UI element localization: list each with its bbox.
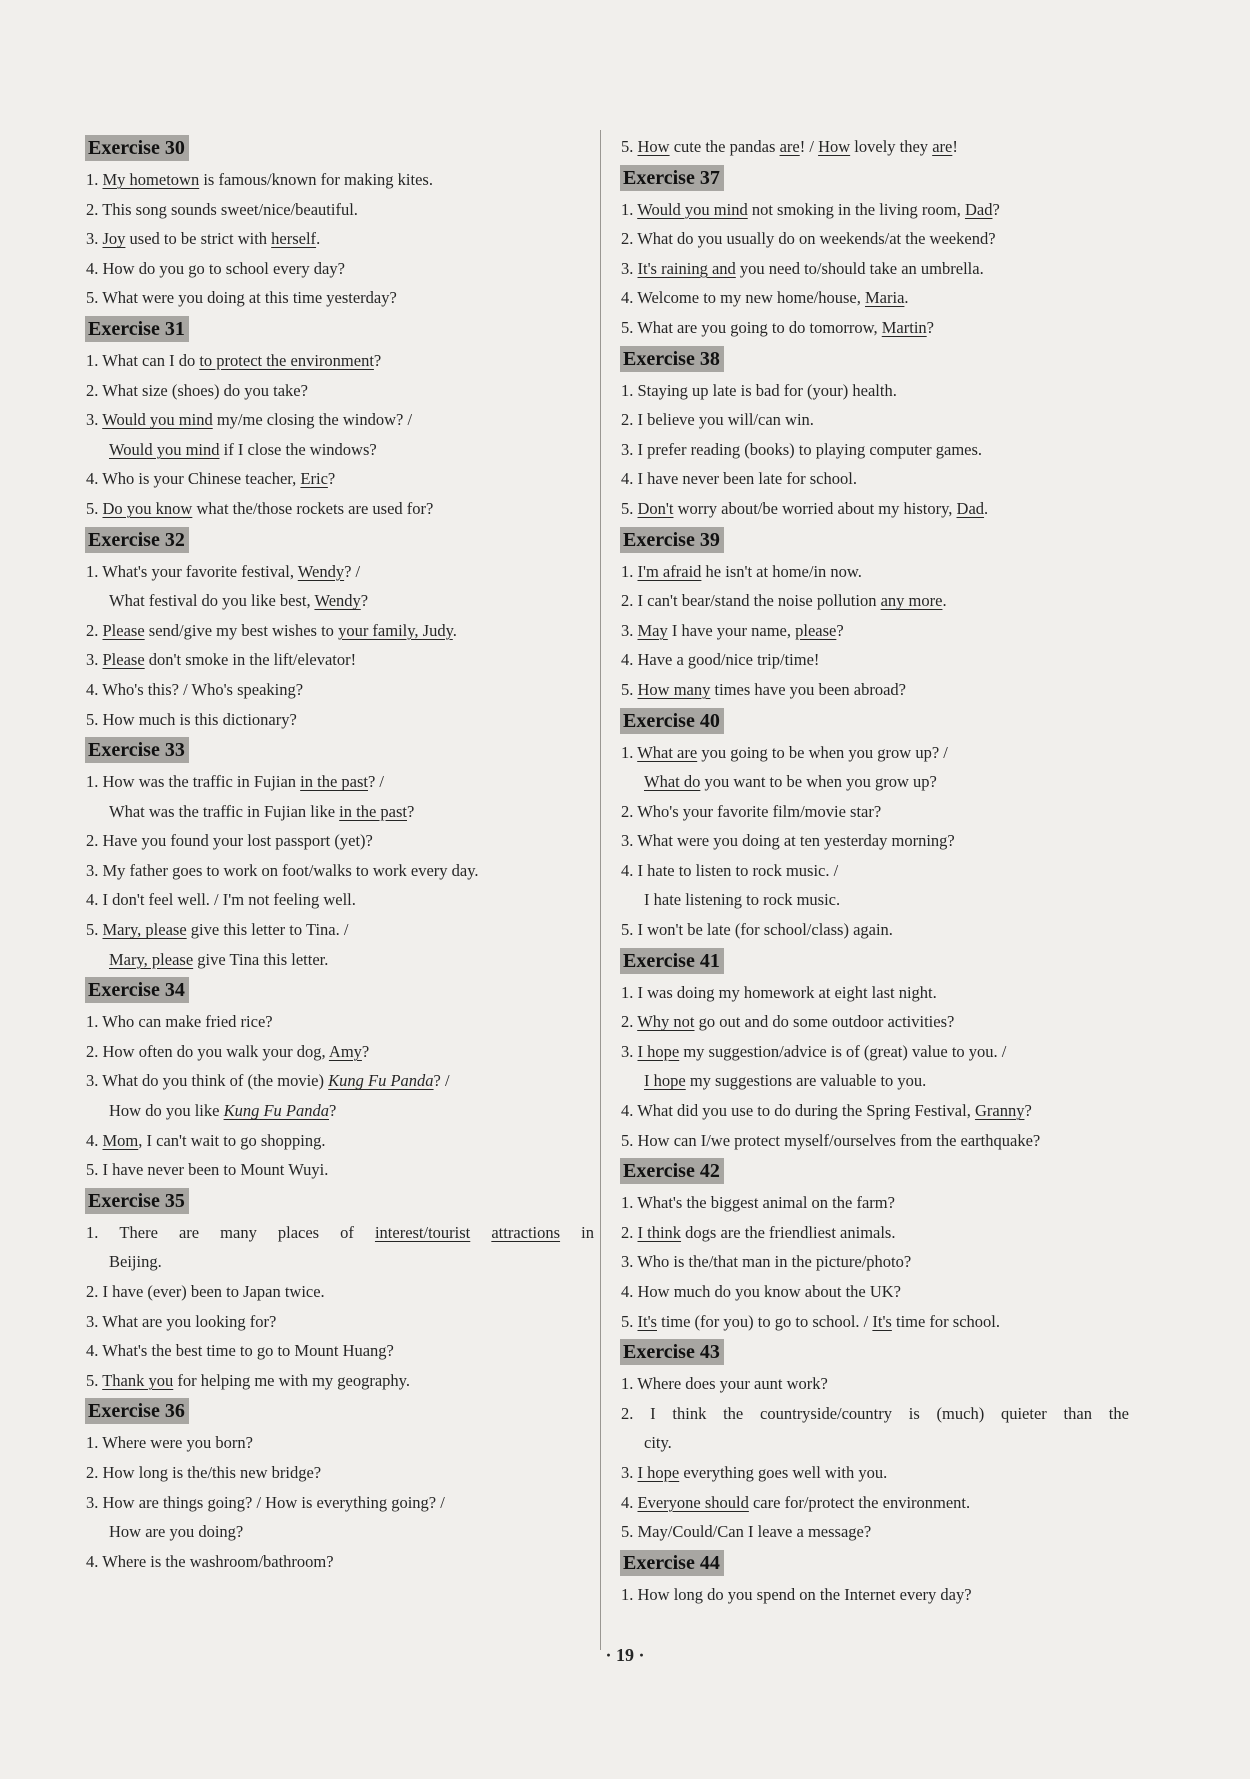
text-run: 1. [86,170,103,189]
text-run: 5. May/Could/Can I leave a message? [621,1522,872,1542]
underlined-answer: attractions [491,1222,561,1242]
underlined-answer: How [637,137,670,156]
underlined-answer: Wendy [297,561,345,581]
text-run: 5. What are you going to do tomorrow, [621,317,882,337]
underlined-answer: It's [872,1311,892,1331]
text-run: 5. [621,137,638,156]
text-run: 3. What do you think of (the movie) [86,1071,329,1091]
text-run: 3. My father goes to work on foot/walks to work every day. [86,860,479,880]
page-number: · 19 · [605,1645,645,1665]
text-run: not smoking in the living room, [747,199,965,219]
answer-line [621,1517,1133,1547]
underlined-answer: Wendy [314,591,361,611]
text-run: cute the pandas [669,137,780,156]
text-run: 3. [621,1462,638,1482]
text-run: give this letter to Tina. / [186,920,349,940]
exercise-heading: Exercise 32 [85,527,189,553]
underlined-answer: Dad [956,498,985,518]
answer-line-continued [86,1517,598,1547]
underlined-answer: How [818,137,851,156]
underlined-title: Kung Fu Panda [328,1071,434,1091]
underlined-answer: Don't [637,498,674,518]
underlined-answer: I hope [644,1071,686,1091]
text-run: . [942,591,947,611]
text-run: 5. How can I/we protect myself/ourselves from the earthquake? [621,1130,1041,1150]
text-run: 2. Who's your favorite film/movie star? [621,801,882,821]
underlined-title: Kung Fu Panda [223,1101,329,1121]
text-run: 4. Welcome to my new home/house, [621,288,865,308]
answer-line [621,1277,1133,1307]
exercise-heading: Exercise 40 [620,708,724,734]
exercise-heading: Exercise 35 [85,1188,189,1214]
text-run: 5. How much is this dictionary? [86,709,297,729]
answer-line [86,1488,598,1518]
underlined-answer: Thank you [102,1370,174,1390]
underlined-answer: I'm afraid [637,561,702,581]
underlined-answer: What are [637,742,698,762]
answer-line [621,1307,1133,1337]
text-run: 3. I prefer reading (books) to playing computer games. [621,439,983,459]
answer-line [86,885,598,915]
answer-line [621,376,1133,406]
underlined-answer: Would you mind [109,439,220,459]
answer-line-continued [621,1066,1133,1096]
text-run: ? [361,1041,370,1061]
text-run: my suggestions are valuable to you. [685,1071,927,1091]
exercise-heading: Exercise 39 [620,527,724,553]
text-run: 2. What do you usually do on weekends/at the weekend? [621,229,996,249]
answer-line [86,1547,598,1577]
underlined-answer: What do [644,772,701,792]
text-run: I [650,1403,656,1423]
exercise-heading: Exercise 44 [620,1550,724,1576]
answer-line [86,1428,598,1458]
text-run: many [220,1222,257,1242]
text-run: 1. Staying up late is bad for (your) health. [621,380,897,400]
text-run: 1. What's the biggest animal on the farm? [621,1193,895,1213]
answer-line [621,1580,1133,1610]
underlined-answer: are [932,137,953,156]
text-run: is [908,1403,920,1423]
answer-line [621,1188,1133,1218]
text-run: ? [373,350,382,370]
text-run: dogs are the friendliest animals. [681,1222,896,1242]
text-run: everything goes well with you. [679,1462,888,1482]
answer-line-continued [621,1428,1133,1458]
text-run: 5. [86,498,103,518]
text-run: ? / [344,561,361,581]
answer-line [621,915,1133,945]
underlined-answer: My hometown [102,170,200,189]
exercise-heading: Exercise 41 [620,948,724,974]
underlined-answer: It's raining and [637,258,736,278]
text-run: my/me closing the window? / [212,410,413,430]
answer-line [621,826,1133,856]
text-run: ? [360,591,369,611]
exercise-heading: Exercise 37 [620,165,724,191]
text-run: 5. [621,498,638,518]
text-run: 4. Who's this? / Who's speaking? [86,679,304,699]
text-run: time for school. [891,1311,1001,1331]
underlined-answer: Would you mind [102,410,213,430]
answer-line [86,856,598,886]
text-run: 1. [86,1222,99,1242]
left-column [86,132,598,1576]
answer-line [86,1066,598,1096]
underlined-answer: Mary, please [109,949,194,969]
text-run: the [723,1403,744,1423]
answer-line [621,464,1133,494]
text-run: 2. What size (shoes) do you take? [86,380,308,400]
answer-line [621,132,1133,162]
text-run: he isn't at home/in now. [701,561,862,581]
answer-line [621,254,1133,284]
text-run: ? [407,801,415,821]
underlined-answer: Martin [881,317,927,337]
text-run: 5. I won't be late (for school/class) again. [621,920,893,940]
text-run: 5. [86,1370,103,1390]
underlined-answer: I hope [637,1041,680,1061]
answer-line [621,557,1133,587]
text-run: than [1063,1403,1092,1423]
text-run: 4. I hate to listen to rock music. / [621,860,839,880]
text-run: send/give my best wishes to [144,620,339,640]
text-run: 4. Who is your Chinese teacher, [86,469,301,489]
text-run: 4. How much do you know about the UK? [621,1282,902,1301]
text-run: the [1108,1403,1129,1423]
answer-line [621,1096,1133,1126]
answer-line [86,557,598,587]
text-run: 2. [621,1403,634,1423]
text-run: 4. [621,1492,638,1512]
answer-line [86,254,598,284]
answer-line-continued [86,435,598,465]
answer-line [86,767,598,797]
text-run: you going to be when you grow up? / [697,742,948,762]
text-run: . [984,498,989,518]
underlined-answer: Please [102,650,145,670]
text-run: 3. What are you looking for? [86,1311,277,1331]
answer-line [86,224,598,254]
text-run: 4. What's the best time to go to Mount Huang? [86,1341,394,1361]
text-run: for helping me with my geography. [173,1370,410,1390]
text-run: . [452,620,457,640]
text-run: you need to/should take an umbrella. [735,258,984,278]
text-run: 5. [86,920,103,940]
text-run: 1. How was the traffic in Fujian [86,772,301,792]
text-run: ? [327,469,336,489]
answer-line [621,856,1133,886]
text-run: 1. How long do you spend on the Internet every day? [621,1584,972,1604]
text-run: How do you like [109,1101,224,1121]
text-run: 1. [621,199,638,219]
text-run: my suggestion/advice is of (great) value to you. / [679,1041,1007,1061]
answer-line [86,283,598,313]
underlined-answer: Granny [974,1101,1025,1121]
text-run: 1. I was doing my homework at eight last night. [621,982,937,1002]
text-run: , I can't wait to go shopping. [138,1130,326,1150]
text-run: are [178,1222,200,1242]
text-run: 3. [621,1041,638,1061]
text-run: 5. [621,679,638,699]
underlined-answer: Maria [865,288,905,308]
text-run: 1. Where were you born? [86,1433,253,1453]
text-run: I hate listening to rock music. [644,890,841,910]
answer-line [86,1155,598,1185]
answer-line [86,405,598,435]
answer-line [86,1277,598,1307]
text-run: . [316,229,321,249]
answer-line [621,978,1133,1008]
text-run: 3. How are things going? / How is everything going? / [86,1492,445,1512]
answer-line [86,675,598,705]
answer-line [86,1218,594,1248]
text-run: ? / [367,772,385,792]
answer-line [86,1037,598,1067]
text-run: 3. [621,620,638,640]
text-run: 1. Where does your aunt work? [621,1374,828,1394]
exercise-heading: Exercise 42 [620,1158,724,1184]
exercise-heading: Exercise 38 [620,346,724,372]
text-run: 3. [86,229,103,249]
answer-line [621,313,1133,343]
text-run: city. [644,1433,672,1453]
underlined-answer: are [779,137,800,156]
text-run: 2. I believe you will/can win. [621,410,814,430]
answer-line [86,1458,598,1488]
answer-line [86,195,598,225]
text-run: 1. What's your favorite festival, [86,561,298,581]
answer-line [621,494,1133,524]
text-run: 5. [621,1311,638,1331]
right-column [621,132,1133,1609]
text-run: quieter [1000,1403,1047,1423]
answer-line [621,283,1133,313]
text-run: ! / [799,137,819,156]
text-run: 4. Where is the washroom/bathroom? [86,1551,334,1571]
underlined-answer: to protect the environment [199,350,374,370]
exercise-heading: Exercise 30 [85,135,189,161]
answer-line-continued [86,1247,598,1277]
text-run: What festival do you like best, [109,591,315,611]
answer-line [86,494,598,524]
answer-line-continued [86,586,598,616]
exercise-heading: Exercise 36 [85,1398,189,1424]
text-run: ? [992,199,1000,219]
answer-line [621,1488,1133,1518]
answer-line [86,826,598,856]
underlined-answer: in the past [300,772,368,792]
answer-line [86,346,598,376]
text-run: How are you doing? [109,1522,244,1542]
text-run: (much) [936,1403,985,1423]
text-run: worry about/be worried about my history, [673,498,957,518]
answer-line [86,165,598,195]
answer-line [621,1007,1133,1037]
answer-line [86,464,598,494]
exercise-heading: Exercise 31 [85,316,189,342]
text-run: give Tina this letter. [193,949,329,969]
text-run: don't smoke in the lift/elevator! [144,650,357,670]
underlined-answer: Do you know [102,498,193,518]
answer-line-continued [86,1096,598,1126]
underlined-answer: Eric [300,469,328,489]
answer-line [621,1247,1133,1277]
text-run: 1. What can I do [86,350,200,370]
answer-line [621,1126,1133,1156]
answer-line [621,616,1133,646]
text-run: ? [329,1101,337,1121]
text-run: 4. What did you use to do during the Spring Festival, [621,1101,975,1121]
text-run: ! [952,137,958,156]
answer-line [86,1336,598,1366]
text-run: . [904,288,909,308]
text-run: 2. I have (ever) been to Japan twice. [86,1282,325,1301]
text-run: I have your name, [667,620,796,640]
column-divider [600,130,601,1650]
text-run: 2. [621,1012,638,1032]
text-run: you want to be when you grow up? [700,772,937,792]
underlined-answer: Please [102,620,145,640]
underlined-answer: May [637,620,668,640]
exercise-heading: Exercise 33 [85,737,189,763]
underlined-answer: I think [637,1222,682,1242]
text-run: go out and do some outdoor activities? [694,1012,955,1032]
underlined-answer: please [795,620,837,640]
answer-line [86,1307,598,1337]
text-run: 3. [86,650,103,670]
underlined-answer: your family, Judy [338,620,453,640]
text-run: times have you been abroad? [710,679,907,699]
underlined-answer: I hope [637,1462,680,1482]
answer-line [621,195,1133,225]
underlined-answer: Joy [102,229,126,249]
answer-line [621,1037,1133,1067]
underlined-answer: Mary, please [102,920,187,940]
answer-line [621,1218,1133,1248]
text-run: There [119,1222,158,1242]
text-run: 2. How often do you walk your dog, [86,1041,329,1061]
answer-line [86,1007,598,1037]
text-run: places [277,1222,320,1242]
text-run: 4. [86,1130,103,1150]
text-run: Beijing. [109,1252,162,1272]
text-run: care for/protect the environment. [748,1492,971,1512]
answer-line [621,797,1133,827]
text-run: 4. How do you go to school every day? [86,258,345,278]
answer-line [621,1399,1129,1429]
text-run: think [672,1403,707,1423]
underlined-answer: How many [637,679,711,699]
text-run: 2. This song sounds sweet/nice/beautiful. [86,199,358,219]
text-run: 5. What were you doing at this time yesterday? [86,288,397,308]
answer-line [621,675,1133,705]
text-run: 4. I have never been late for school. [621,469,857,489]
answer-line [86,705,598,735]
text-run: What was the traffic in Fujian like [109,801,340,821]
text-run: 3. What were you doing at ten yesterday morning? [621,831,955,851]
answer-line-continued [86,945,598,975]
text-run: countryside/country [760,1403,892,1423]
answer-line [86,1366,598,1396]
answer-line [86,1126,598,1156]
text-run: 1. [621,742,638,762]
exercise-heading: Exercise 34 [85,977,189,1003]
answer-line [621,1458,1133,1488]
text-run: 3. Who is the/that man in the picture/photo? [621,1252,912,1272]
underlined-answer: Amy [328,1041,362,1061]
answer-line [621,586,1133,616]
underlined-answer: interest/tourist [374,1222,471,1242]
text-run: 3. [621,258,638,278]
answer-line [621,435,1133,465]
text-run: 2. [86,620,103,640]
text-run: ? [1024,1101,1032,1121]
answer-line [621,738,1133,768]
answer-line-continued [621,885,1133,915]
text-run: 2. I can't bear/stand the noise pollution [621,591,881,611]
underlined-answer: Everyone should [637,1492,749,1512]
text-run: 3. [86,410,103,430]
underlined-answer: in the past [339,801,407,821]
answer-line [86,915,598,945]
underlined-answer: It's [637,1311,657,1331]
text-run: ? [836,620,844,640]
text-run: used to be strict with [125,229,272,249]
answer-line [86,616,598,646]
answer-line [621,224,1133,254]
text-run: ? [926,317,934,337]
answer-line [86,645,598,675]
underlined-answer: Dad [964,199,993,219]
underlined-answer: Would you mind [637,199,748,219]
text-run: 4. I don't feel well. / I'm not feeling well. [86,890,356,910]
answer-line [621,1369,1133,1399]
text-run: ? / [433,1071,450,1091]
text-run: 5. I have never been to Mount Wuyi. [86,1160,329,1180]
answer-line-continued [86,797,598,827]
text-run: 1. [621,561,638,581]
text-run: lovely they [850,137,933,156]
underlined-answer: any more [880,591,943,611]
underlined-answer: herself [271,229,317,249]
text-run: time (for you) to go to school. / [656,1311,873,1331]
answer-line [621,405,1133,435]
text-run: if I close the windows? [219,439,377,459]
text-run: is famous/known for making kites. [199,170,433,189]
text-run: in [581,1222,594,1242]
answer-line [621,645,1133,675]
underlined-answer: Mom [102,1130,139,1150]
answer-line [86,376,598,406]
text-run: 2. How long is the/this new bridge? [86,1462,322,1482]
text-run: 2. Have you found your lost passport (yet)? [86,831,373,851]
text-run: 4. Have a good/nice trip/time! [621,650,820,670]
text-run: 1. Who can make fried rice? [86,1012,273,1032]
text-run: of [340,1222,354,1242]
underlined-answer: Why not [637,1012,695,1032]
text-run: 2. [621,1222,638,1242]
answer-line-continued [621,767,1133,797]
text-run: what the/those rockets are used for? [192,498,434,518]
exercise-heading: Exercise 43 [620,1339,724,1365]
